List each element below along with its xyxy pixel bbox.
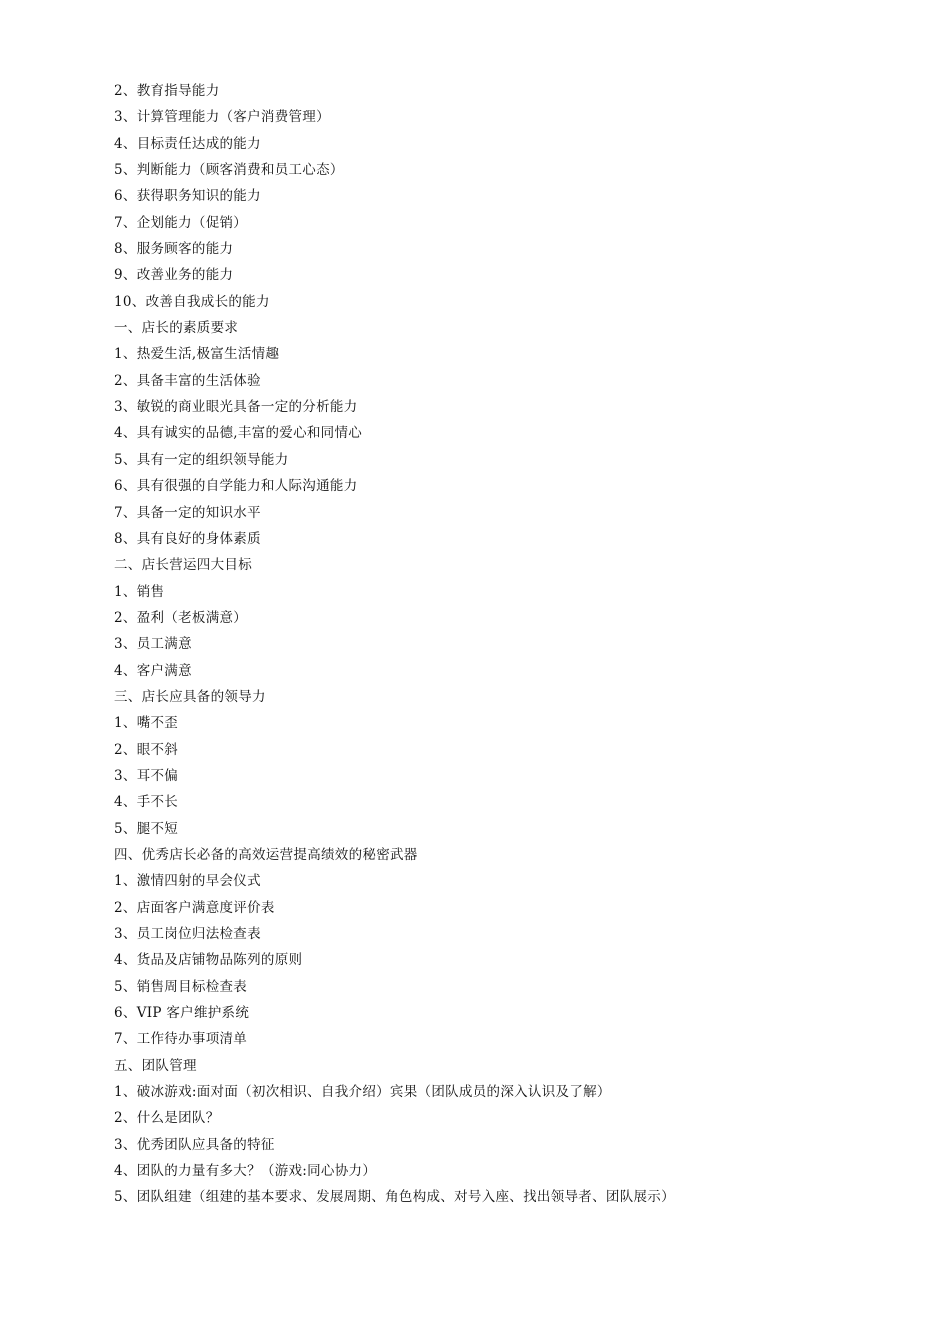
- text-line: 4、团队的力量有多大？（游戏:同心协力）: [114, 1163, 377, 1180]
- section-heading: 五、团队管理: [114, 1057, 197, 1074]
- text-line: 5、销售周目标检查表: [114, 978, 248, 995]
- text-line: 1、嘴不歪: [114, 715, 179, 732]
- section-heading: 三、店长应具备的领导力: [114, 688, 266, 705]
- text-line: 4、货品及店铺物品陈列的原则: [114, 952, 303, 969]
- text-line: 1、热爱生活,极富生活情趣: [114, 346, 280, 363]
- text-line: 7、具备一定的知识水平: [114, 504, 261, 521]
- section-heading: 一、店长的素质要求: [114, 320, 239, 337]
- text-line: 1、激情四射的早会仪式: [114, 873, 261, 890]
- text-line: 7、工作待办事项清单: [114, 1031, 248, 1048]
- text-line: 1、销售: [114, 583, 165, 600]
- text-line: 2、店面客户满意度评价表: [114, 899, 275, 916]
- text-line: 7、企划能力（促销）: [114, 214, 248, 231]
- text-line: 2、什么是团队？: [114, 1110, 220, 1127]
- text-line: 2、眼不斜: [114, 741, 179, 758]
- text-line: 6、具有很强的自学能力和人际沟通能力: [114, 478, 358, 495]
- text-line: 5、腿不短: [114, 820, 179, 837]
- text-line: 2、具备丰富的生活体验: [114, 372, 261, 389]
- section-heading: 四、优秀店长必备的高效运营提高绩效的秘密武器: [114, 846, 418, 863]
- text-line: 4、手不长: [114, 794, 179, 811]
- text-line: 5、团队组建（组建的基本要求、发展周期、角色构成、对号入座、找出领导者、团队展示）: [114, 1189, 675, 1206]
- text-line: 6、VIP 客户维护系统: [114, 1005, 250, 1022]
- text-line: 3、优秀团队应具备的特征: [114, 1136, 275, 1153]
- document-body: [114, 78, 914, 1211]
- text-line: 10、改善自我成长的能力: [114, 293, 270, 310]
- text-line: 3、员工满意: [114, 636, 192, 653]
- text-line: 5、判断能力（顾客消费和员工心态）: [114, 162, 344, 179]
- text-line: 6、获得职务知识的能力: [114, 188, 261, 205]
- text-line: 8、具有良好的身体素质: [114, 530, 261, 547]
- text-line: 2、教育指导能力: [114, 83, 220, 99]
- text-line: 1、破冰游戏:面对面（初次相识、自我介绍）宾果（团队成员的深入认识及了解）: [114, 1084, 611, 1101]
- text-line: 5、具有一定的组织领导能力: [114, 451, 289, 468]
- text-line: 4、客户满意: [114, 662, 192, 679]
- text-line: 9、改善业务的能力: [114, 267, 234, 284]
- text-line: 4、具有诚实的品德,丰富的爱心和同情心: [114, 425, 363, 442]
- text-line: 4、目标责任达成的能力: [114, 135, 261, 152]
- text-line: 8、服务顾客的能力: [114, 241, 234, 258]
- text-line: 3、耳不偏: [114, 767, 179, 784]
- text-line: 3、员工岗位归法检查表: [114, 926, 261, 942]
- text-line: 2、盈利（老板满意）: [114, 609, 248, 626]
- section-heading: 二、店长营运四大目标: [114, 557, 252, 574]
- text-line: 3、计算管理能力（客户消费管理）: [114, 109, 330, 126]
- text-line: 3、敏锐的商业眼光具备一定的分析能力: [114, 399, 358, 416]
